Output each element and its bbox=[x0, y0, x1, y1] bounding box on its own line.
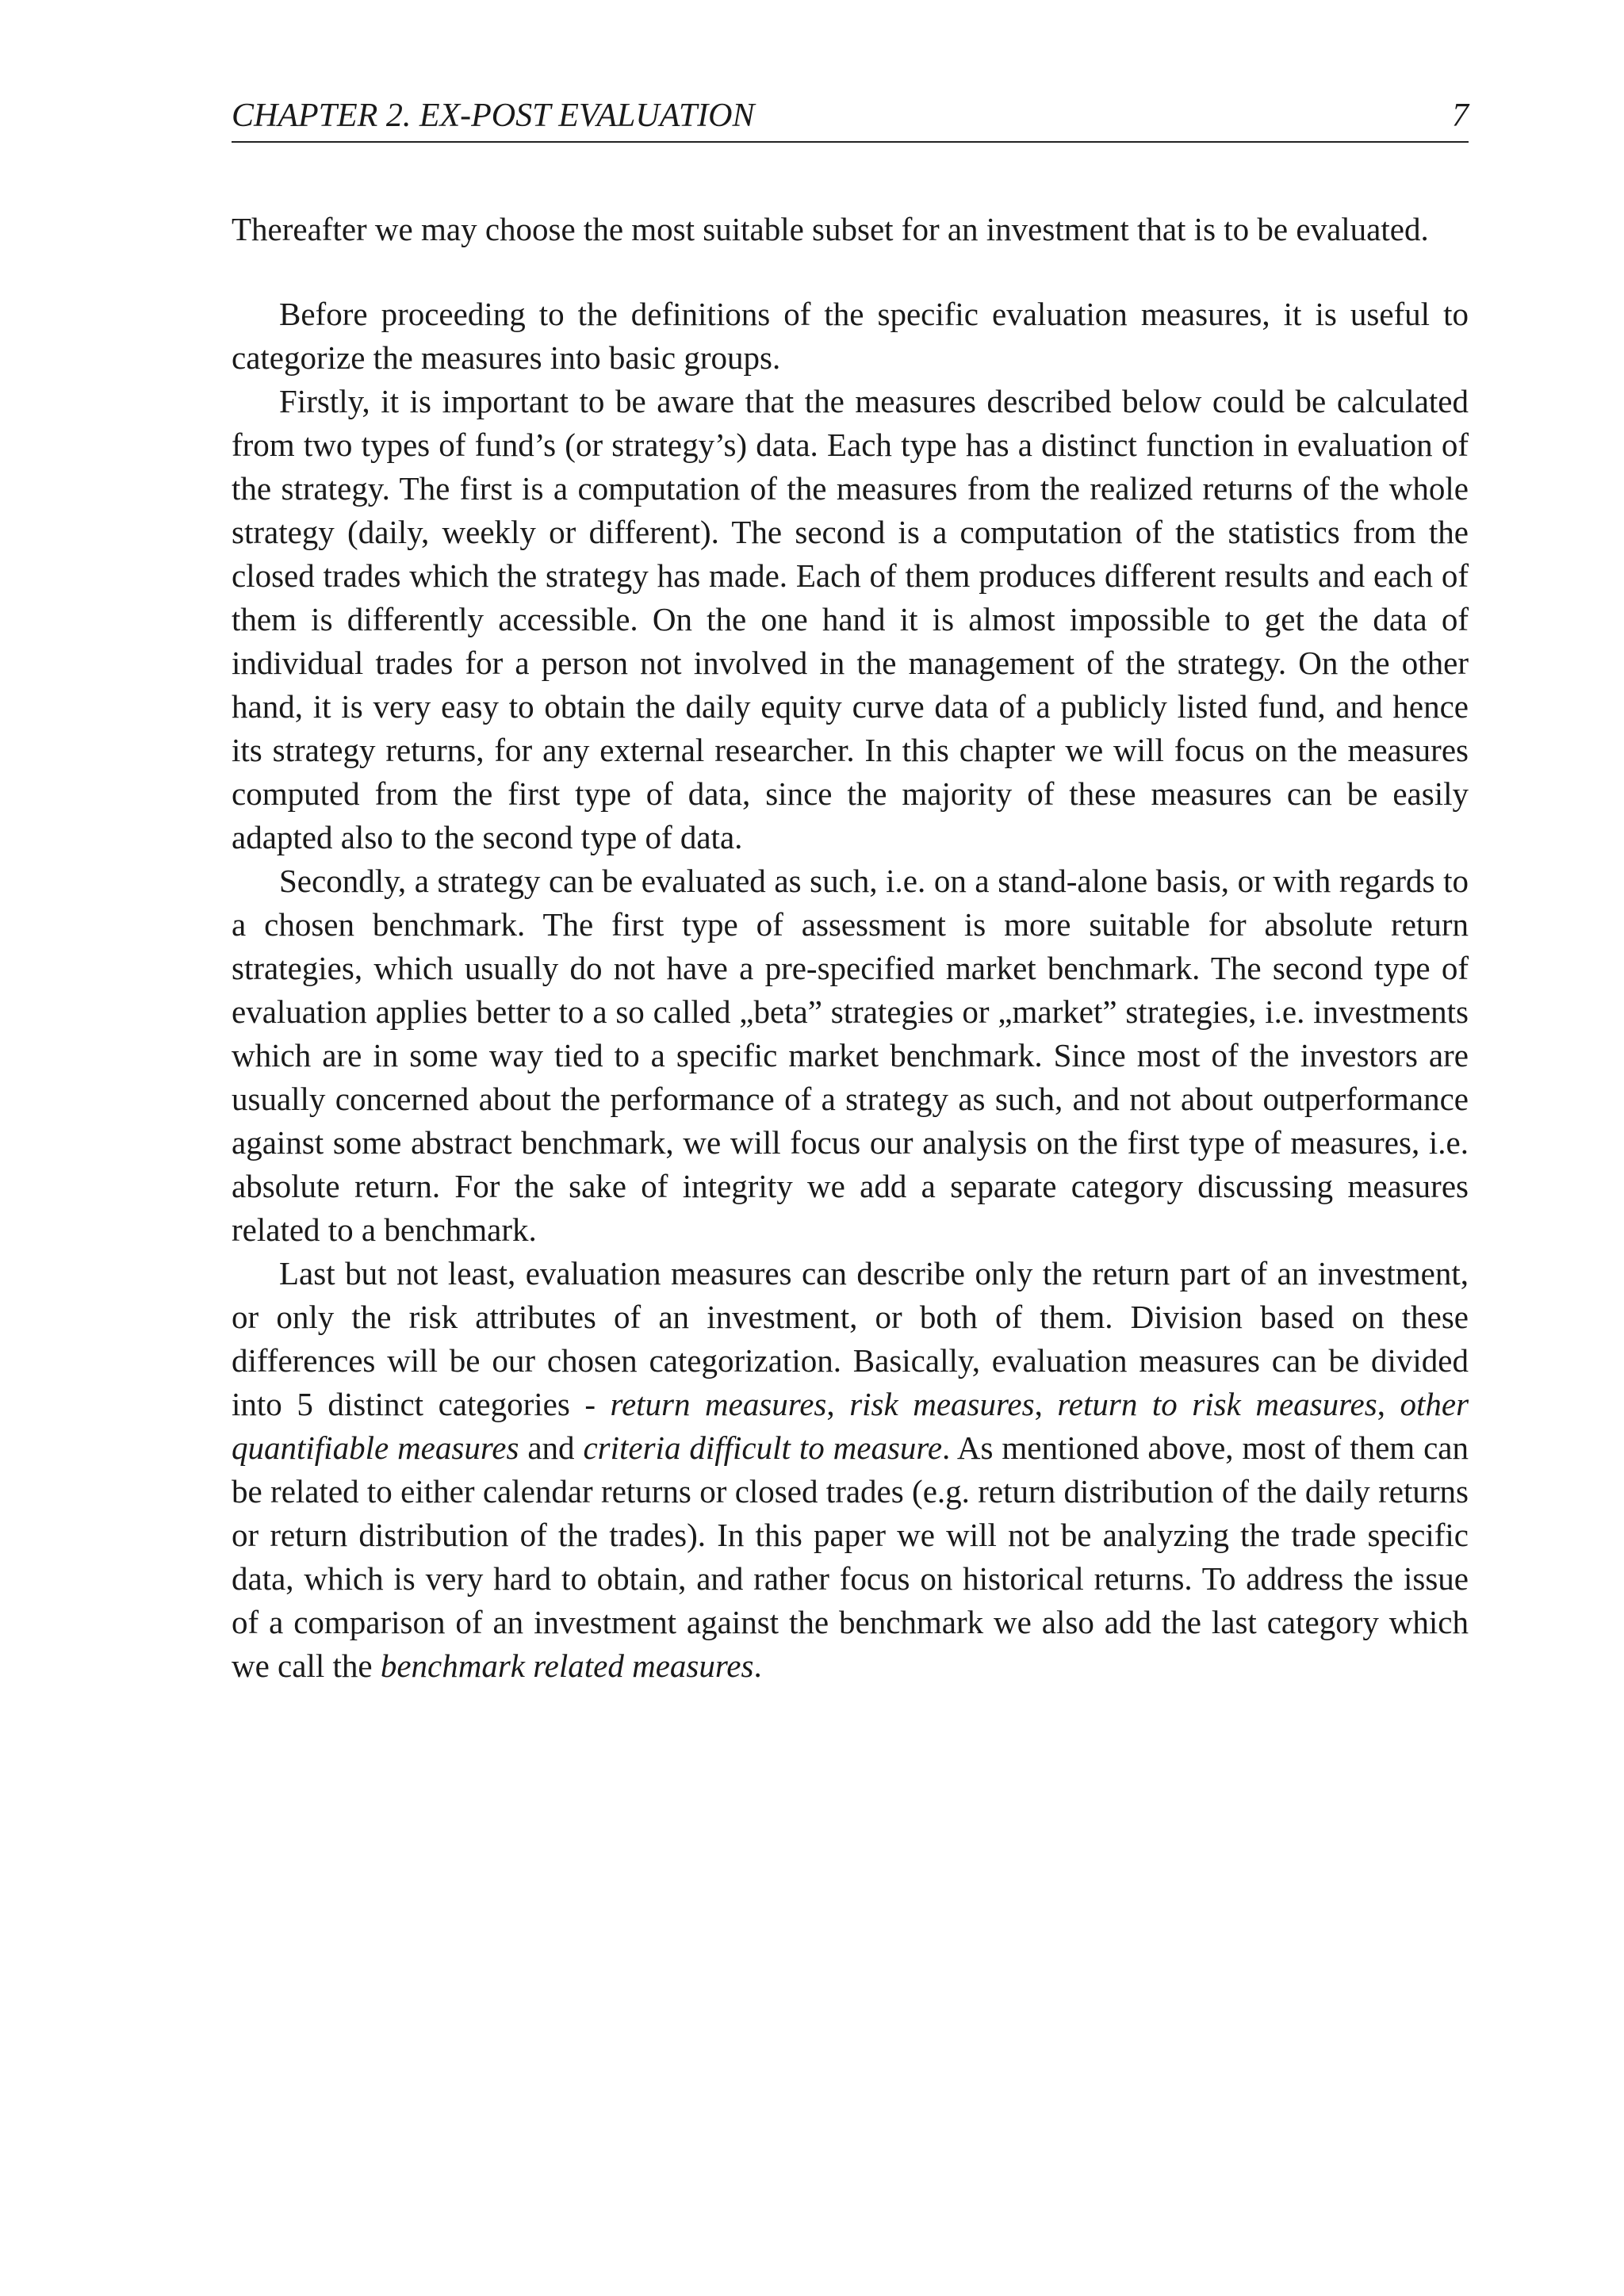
text-segment: , bbox=[826, 1386, 850, 1422]
term-return-to-risk-measures: return to risk measures bbox=[1057, 1386, 1377, 1422]
term-other-quantifiable-measures: other quantifiable measures bbox=[232, 1386, 1469, 1466]
term-criteria-difficult-to-measure: criteria difficult to measure bbox=[583, 1429, 943, 1466]
text-segment: . bbox=[753, 1647, 762, 1684]
paragraph-continuation: Thereafter we may choose the most suitable subset for an investment that is to be evaluated. bbox=[232, 211, 1429, 247]
text-segment: Last but not least, evaluation measures can describe only the return part of an investment, or only the risk attributes of an investment, or both of them. Division based on these differences will be our chosen categorization. Basically, evaluation measures can be divided into 5 distinct categories - bbox=[232, 1255, 1469, 1422]
text-segment: , bbox=[1034, 1386, 1058, 1422]
page bbox=[232, 94, 1469, 1688]
text-segment: and bbox=[519, 1429, 584, 1466]
paragraph-intro: Before proceeding to the definitions of the specific evaluation measures, it is useful to categorize the measures into basic groups. bbox=[232, 296, 1469, 376]
running-header bbox=[232, 94, 1469, 143]
term-return-measures: return measures bbox=[610, 1386, 827, 1422]
paragraph-last bbox=[232, 1252, 1469, 1688]
term-benchmark-related-measures: benchmark related measures bbox=[380, 1647, 754, 1684]
term-risk-measures: risk measures bbox=[849, 1386, 1035, 1422]
chapter-title: CHAPTER 2. EX-POST EVALUATION bbox=[232, 98, 755, 134]
paragraph-firstly: Firstly, it is important to be aware that the measures described below could be calculated from two types of fund’s (or strategy’s) data. Each type has a distinct function in evaluation of the strategy. The first is a computation of the measures from the realized returns of the whole strategy (daily, weekly or different). The second is a computation of the statistics from the closed trades which the strategy has made. Each of them produces different results and each of them is differently accessible. On the one hand it is almost impossible to get the data of individual trades for a person not involved in the management of the strategy. On the other hand, it is very easy to obtain the daily equity curve data of a publicly listed fund, and hence its strategy returns, for any external researcher. In this chapter we will focus on the measures computed from the first type of data, since the majority of these measures can be easily adapted also to the second type of data. bbox=[232, 383, 1469, 855]
body-text bbox=[232, 208, 1469, 1688]
text-segment: . As mentioned above, most of them can be related to either calendar returns or closed trades (e.g. return distribution of the daily returns or return distribution of the trades). In this paper we will not be analyzing the trade specific data, which is very hard to obtain, and rather focus on historical returns. To address the issue of a comparison of an investment against the benchmark we also add the last category which we call the bbox=[232, 1429, 1469, 1684]
paragraph-secondly: Secondly, a strategy can be evaluated as such, i.e. on a stand-alone basis, or with regards to a chosen benchmark. The first type of assessment is more suitable for absolute return strategies, which usually do not have a pre-specified market benchmark. The second type of evaluation applies better to a so called „beta” strategies or „market” strategies, i.e. investments which are in some way tied to a specific market benchmark. Since most of the investors are usually concerned about the performance of a strategy as such, and not about outperformance against some abstract benchmark, we will focus our analysis on the first type of measures, i.e. absolute return. For the sake of integrity we add a separate category discussing measures related to a benchmark. bbox=[232, 863, 1469, 1248]
page-number: 7 bbox=[1452, 98, 1469, 134]
text-segment: , bbox=[1377, 1386, 1400, 1422]
